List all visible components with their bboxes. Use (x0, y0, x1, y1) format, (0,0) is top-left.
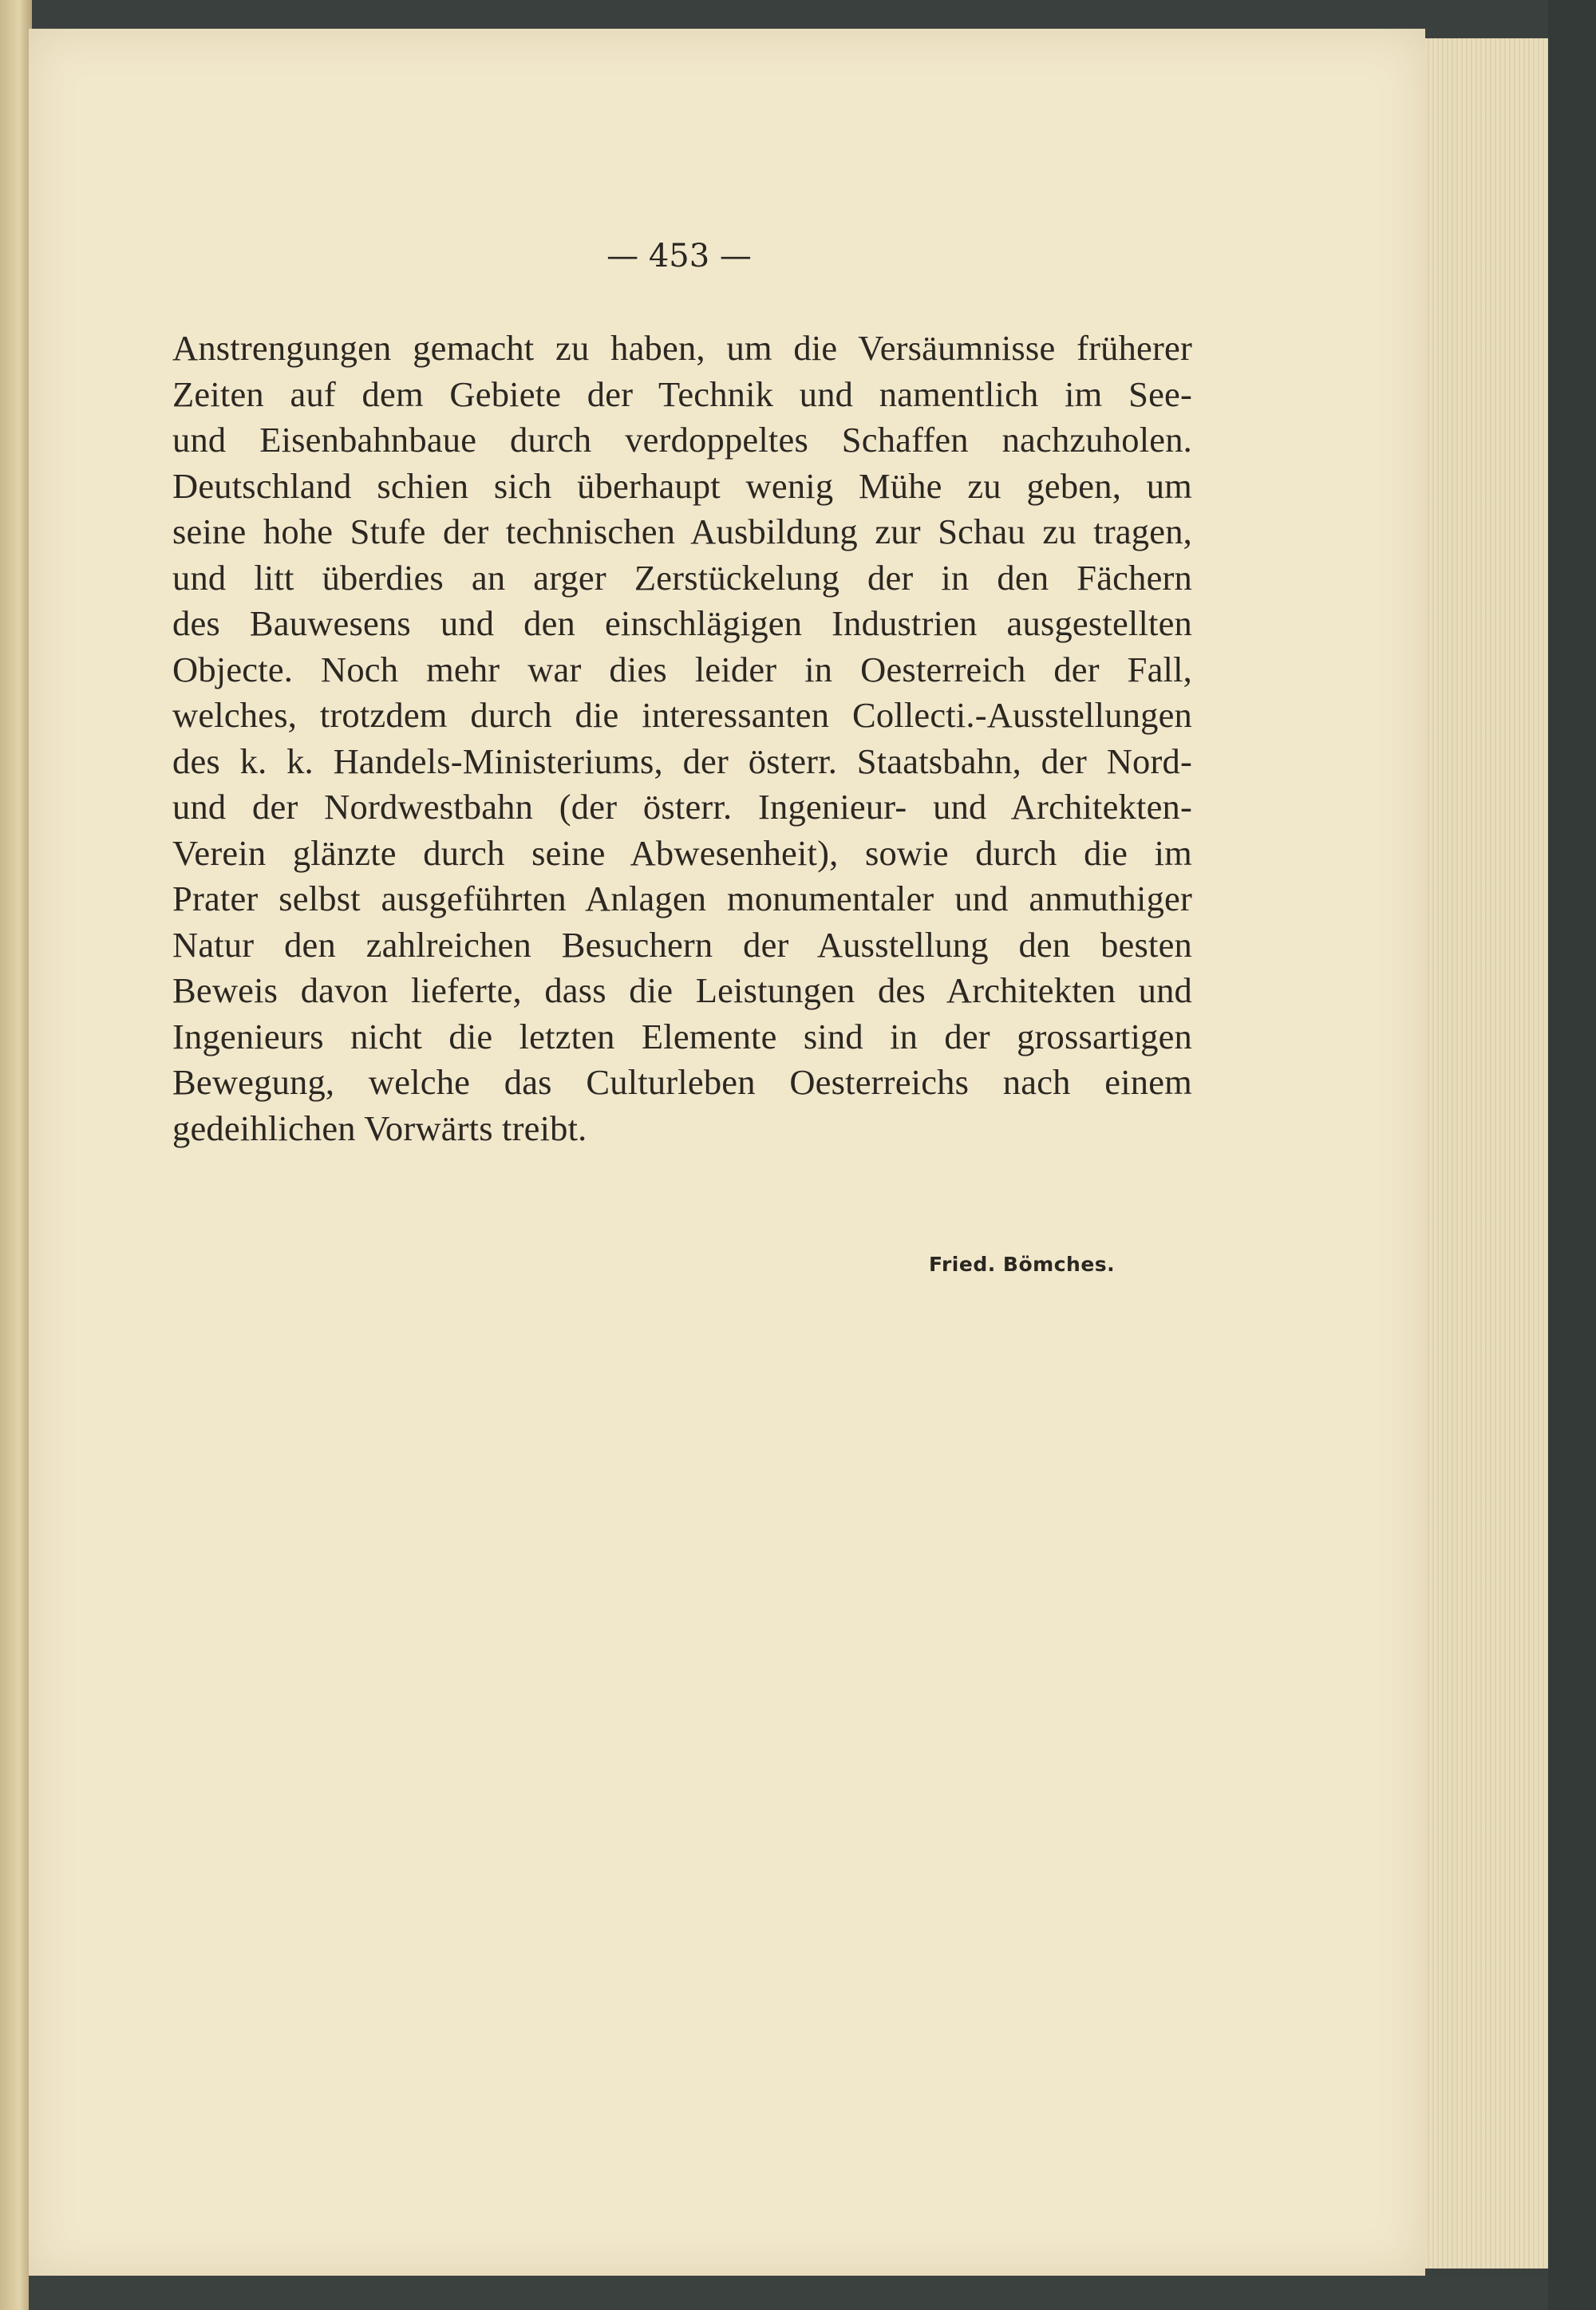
text-line: und litt überdies an arger Zerstückelung der in den Fächern (172, 557, 1192, 598)
author-signature: Fried. Bömches. (929, 1253, 1116, 1276)
text-line: des k. k. Handels-Ministeriums, der österr. Staatsbahn, der Nord- (172, 740, 1192, 781)
left-page-edge (0, 0, 32, 2310)
text-line: Natur den zahlreichen Besuchern der Ausstellung den besten (172, 924, 1192, 965)
text-line: Zeiten auf dem Gebiete der Technik und namentlich im See- (172, 373, 1192, 414)
page-number: — 453 — (606, 238, 752, 274)
text-line: Bewegung, welche das Culturleben Oesterreichs nach einem (172, 1062, 1192, 1102)
body-text (172, 326, 1192, 1151)
bottom-cover-edge (29, 2276, 1548, 2310)
text-line: und Eisenbahnbaue durch verdoppeltes Schaffen nachzuholen. (172, 420, 1192, 460)
text-line: Beweis davon lieferte, dass die Leistungen des Architekten und (172, 970, 1192, 1010)
text-line: des Bauwesens und den einschlägigen Industrien ausgestellten (172, 603, 1192, 643)
text-line: Prater selbst ausgeführten Anlagen monumentaler und anmuthiger (172, 879, 1192, 918)
book-cover (1548, 0, 1596, 2310)
text-line-last: gedeihlichen Vorwärts treibt. (172, 1108, 587, 1148)
text-line: welches, trotzdem durch die interessanten Collecti.-Ausstellungen (172, 695, 1192, 735)
text-line: Verein glänzte durch seine Abwesenheit), sowie durch die im (172, 832, 1192, 873)
text-line: und der Nordwestbahn (der österr. Ingenieur- und Architekten- (172, 787, 1192, 827)
text-line: Objecte. Noch mehr war dies leider in Oesterreich der Fall, (172, 649, 1192, 689)
page-stack-edge (1425, 38, 1548, 2269)
book-page (29, 29, 1425, 2277)
text-line: seine hohe Stufe der technischen Ausbildung zur Schau zu tragen, (172, 511, 1192, 551)
text-line: Ingenieurs nicht die letzten Elemente sind in der grossartigen (172, 1016, 1192, 1056)
text-line: Anstrengungen gemacht zu haben, um die Versäumnisse früherer (172, 328, 1192, 368)
text-line: Deutschland schien sich überhaupt wenig Mühe zu geben, um (172, 465, 1192, 506)
